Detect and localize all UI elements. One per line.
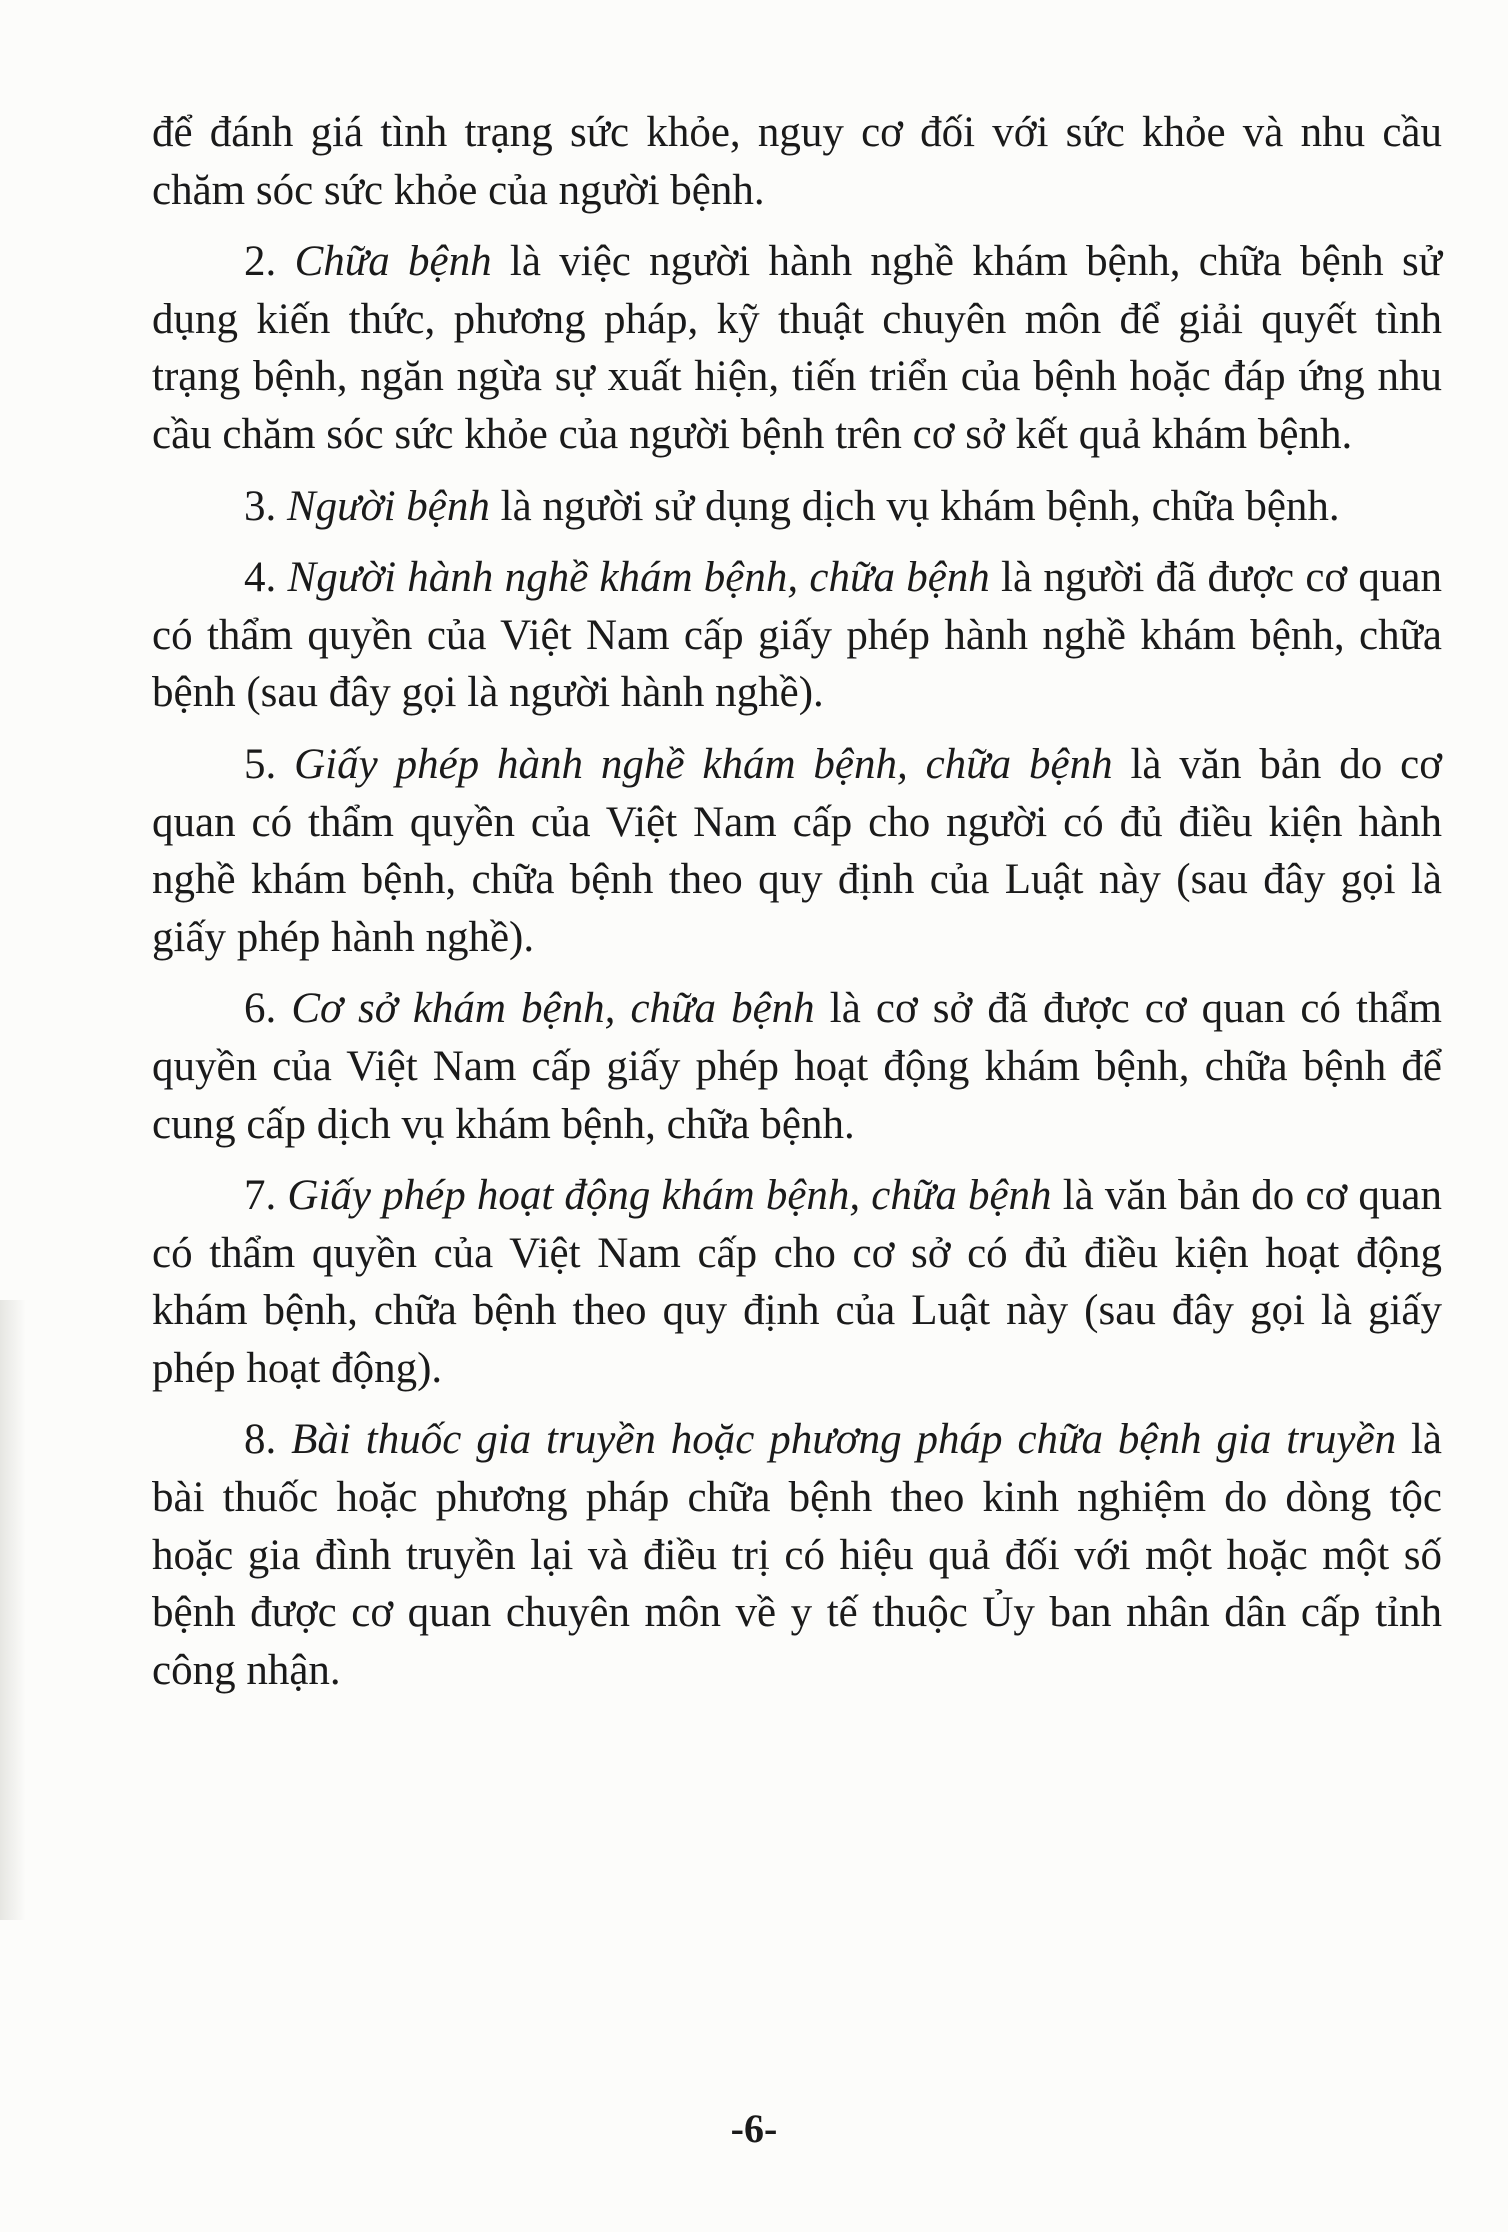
clause-number: 6. — [244, 985, 292, 1033]
clause-number: 4. — [244, 554, 288, 602]
page-number: -6- — [730, 2106, 778, 2151]
clause-3 — [152, 478, 1442, 536]
clause-definition: là cơ sở đã được cơ quan có thẩm quyền của Việt Nam cấp giấy phép hoạt động khám bệnh, chữa bệnh để cung cấp dịch vụ khám bệnh, chữa bệnh. — [152, 985, 1442, 1148]
clause-definition: là bài thuốc hoặc phương pháp chữa bệnh theo kinh nghiệm do dòng tộc hoặc gia đình truyền lại và điều trị có hiệu quả đối với một hoặc một số bệnh được cơ quan chuyên môn về y tế thuộc Ủy ban nhân dân cấp tỉnh công nhận. — [152, 1416, 1443, 1694]
clause-definition: là việc người hành nghề khám bệnh, chữa bệnh sử dụng kiến thức, phương pháp, kỹ thuật chuyên môn để giải quyết tình trạng bệnh, ngăn ngừa sự xuất hiện, tiến triển của bệnh hoặc đáp ứng nhu cầu chăm sóc sức khỏe của người bệnh trên cơ sở kết quả khám bệnh. — [152, 238, 1442, 458]
clause-definition: là người sử dụng dịch vụ khám bệnh, chữa bệnh. — [489, 482, 1340, 530]
clause-5 — [152, 736, 1442, 966]
clause-term: Giấy phép hoạt động khám bệnh, chữa bệnh — [287, 1172, 1052, 1220]
clause-6 — [152, 980, 1442, 1153]
clause-8 — [152, 1411, 1442, 1699]
page-edge-shadow — [0, 1300, 26, 1920]
clause-number: 3. — [244, 482, 287, 530]
clause-definition: là văn bản do cơ quan có thẩm quyền của Việt Nam cấp cho cơ sở có đủ điều kiện hoạt động khám bệnh, chữa bệnh theo quy định của Luật này (sau đây gọi là giấy phép hoạt động). — [152, 1172, 1442, 1392]
clause-term: Cơ sở khám bệnh, chữa bệnh — [291, 985, 815, 1033]
clause-7 — [152, 1167, 1442, 1397]
clause-term: Giấy phép hành nghề khám bệnh, chữa bệnh — [294, 740, 1113, 788]
clause-definition: là người đã được cơ quan có thẩm quyền của Việt Nam cấp giấy phép hành nghề khám bệnh, chữa bệnh (sau đây gọi là người hành nghề). — [152, 554, 1443, 717]
clause-term: Người hành nghề khám bệnh, chữa bệnh — [287, 554, 990, 602]
clause-2 — [152, 233, 1442, 463]
clause-number: 2. — [244, 238, 295, 286]
clause-number: 8. — [244, 1416, 292, 1464]
clause-number: 7. — [244, 1172, 288, 1220]
body-text — [152, 104, 1442, 1713]
clause-term: Người bệnh — [287, 482, 490, 530]
clause-number: 5. — [244, 740, 295, 788]
continuation-paragraph: để đánh giá tình trạng sức khỏe, nguy cơ đối với sức khỏe và nhu cầu chăm sóc sức khỏe của người bệnh. — [152, 109, 1442, 214]
clause-definition: là văn bản do cơ quan có thẩm quyền của Việt Nam cấp cho người có đủ điều kiện hành nghề khám bệnh, chữa bệnh theo quy định của Luật này (sau đây gọi là giấy phép hành nghề). — [152, 740, 1443, 961]
clause-term: Bài thuốc gia truyền hoặc phương pháp chữa bệnh gia truyền — [291, 1416, 1397, 1464]
clause-term: Chữa bệnh — [294, 238, 492, 286]
clause-4 — [152, 549, 1442, 722]
